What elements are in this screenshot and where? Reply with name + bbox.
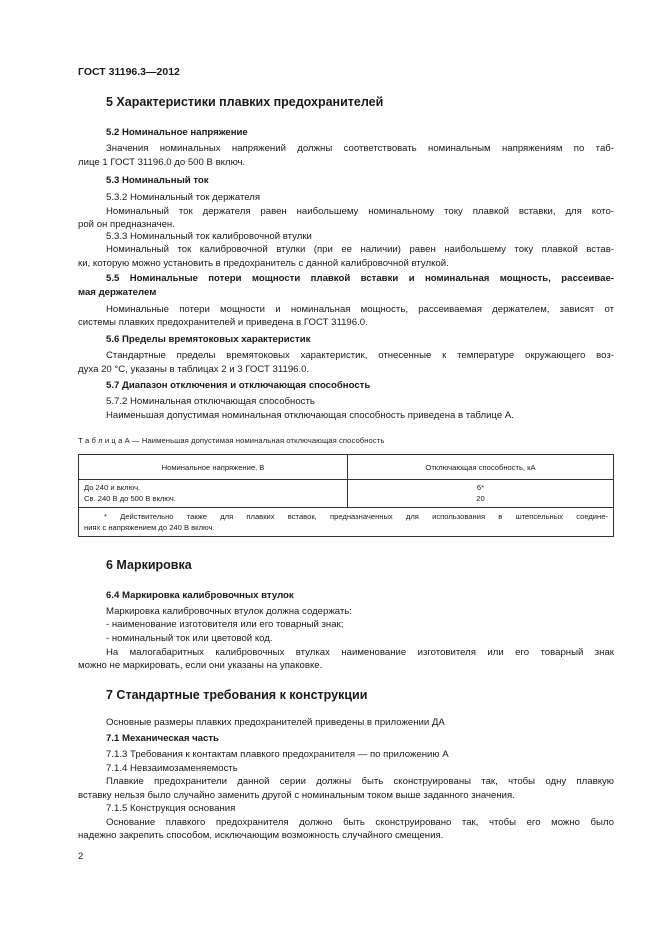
clause-7-1-4-title: 7.1.4 Невзаимозаменяемость [106, 763, 238, 774]
table-a [78, 454, 614, 537]
clause-5-7-2-title: 5.7.2 Номинальная отключающая способность [106, 396, 315, 407]
clause-5-7-2-text: Наименьшая допустимая номинальная отключающая способность приведена в таблице А. [106, 410, 514, 421]
table-footnote-line2: ниях с напряжением до 240 В включ. [84, 523, 215, 532]
clause-7-1-5-title: 7.1.5 Конструкция основания [106, 803, 236, 814]
document-header-id: ГОСТ 31196.3—2012 [78, 66, 180, 78]
clause-7-1-title: 7.1 Механическая часть [106, 733, 219, 744]
table-capacity-row1: 6* [476, 483, 485, 492]
clause-5-5-text-line1: Номинальные потери мощности и номинальная мощность, рассеиваемая держателем, зависят от [106, 304, 614, 315]
table-header-row [79, 455, 614, 480]
table-voltage-row1: До 240 и включ. [84, 483, 141, 492]
table-header-capacity: Отключающая способность, кА [348, 455, 614, 480]
clause-5-3-title: 5.3 Номинальный ток [106, 175, 209, 186]
table-a-caption: Т а б л и ц а А — Наименьшая допустимая номинальная отключающая способность [78, 436, 385, 445]
table-footnote [79, 508, 614, 537]
table-capacity-row2: 20 [476, 494, 485, 503]
clause-5-5-title-line1: 5.5 Номинальные потери мощности плавкой вставки и номинальная мощность, рассеивае- [106, 273, 614, 284]
clause-5-6-text-line2: духа 20 °С, указаны в таблицах 2 и 3 ГОСТ 31196.0. [78, 364, 310, 375]
section-6-title: 6 Маркировка [106, 558, 192, 572]
table-capacity-cell [348, 480, 614, 508]
clause-5-3-2-text-line1: Номинальный ток держателя равен наибольшему номинальному току плавкой вставки, для кото- [106, 206, 614, 217]
table-header-voltage: Номинальное напряжение, В [79, 455, 348, 480]
table-row [79, 480, 614, 508]
clause-5-6-text-line1: Стандартные пределы времятоковых характеристик, отнесенные к температуре окружающего воз- [106, 350, 614, 361]
clause-5-2-text-line2: лице 1 ГОСТ 31196.0 до 500 В включ. [78, 157, 246, 168]
clause-5-6-title: 5.6 Пределы времятоковых характеристик [106, 334, 311, 345]
clause-6-4-list-item1: - наименование изготовителя или его товарный знак; [106, 619, 344, 630]
clause-7-1-4-text-line1: Плавкие предохранители данной серии должны быть сконструированы так, чтобы одну плавкую [106, 776, 614, 787]
clause-6-4-title: 6.4 Маркировка калибровочных втулок [106, 590, 294, 601]
clause-6-4-list-item2: - номинальный ток или цветовой код. [106, 633, 273, 644]
section-5-title: 5 Характеристики плавких предохранителей [106, 95, 384, 109]
clause-5-3-3-text-line1: Номинальный ток калибровочной втулки (при ее наличии) равен наибольшему току плавкой встав- [106, 244, 614, 255]
page-number: 2 [78, 851, 84, 862]
clause-5-7-title: 5.7 Диапазон отключения и отключающая способность [106, 380, 371, 391]
clause-5-3-3-text-line2: ки, которую можно установить в предохранитель с данной калибровочной втулкой. [78, 258, 449, 269]
clause-7-1-5-text-line2: надежно закрепить способом, исключающим возможность случайного смещения. [78, 830, 444, 841]
clause-6-4-text2-line2: можно не маркировать, если они указаны на упаковке. [78, 660, 323, 671]
clause-5-3-3-title: 5.3.3 Номинальный ток калибровочной втулки [106, 231, 312, 242]
clause-7-1-3-title: 7.1.3 Требования к контактам плавкого предохранителя — по приложению А [106, 749, 449, 760]
clause-5-5-text-line2: системы плавких предохранителей и приведена в ГОСТ 31196.0. [78, 317, 368, 328]
clause-5-2-title: 5.2 Номинальное напряжение [106, 127, 248, 138]
clause-6-4-text: Маркировка калибровочных втулок должна содержать: [106, 606, 352, 617]
section-7-intro: Основные размеры плавких предохранителей приведены в приложении ДА [106, 717, 445, 728]
table-footnote-line1: * Действительно также для плавких вставок, предназначенных для использования в штепсельных соедине- [104, 512, 608, 521]
clause-5-3-2-title: 5.3.2 Номинальный ток держателя [106, 192, 261, 203]
table-voltage-cell [79, 480, 348, 508]
clause-6-4-text2-line1: На малогабаритных калибровочных втулках наименование изготовителя или его товарный знак [106, 647, 614, 658]
clause-5-2-text-line1: Значения номинальных напряжений должны соответствовать номинальным напряжениям по таб- [106, 143, 614, 154]
table-voltage-row2: Св. 240 В до 500 В включ. [84, 494, 176, 503]
clause-5-5-title-line2: мая держателем [78, 287, 157, 298]
clause-7-1-4-text-line2: вставку нельзя было случайно заменить другой с номинальным током выше заданного значения. [78, 790, 515, 801]
section-7-title: 7 Стандартные требования к конструкции [106, 688, 368, 702]
clause-5-3-2-text-line2: рой он предназначен. [78, 219, 175, 230]
table-footnote-row [79, 508, 614, 537]
clause-7-1-5-text-line1: Основание плавкого предохранителя должно быть сконструировано так, чтобы его можно было [106, 817, 614, 828]
